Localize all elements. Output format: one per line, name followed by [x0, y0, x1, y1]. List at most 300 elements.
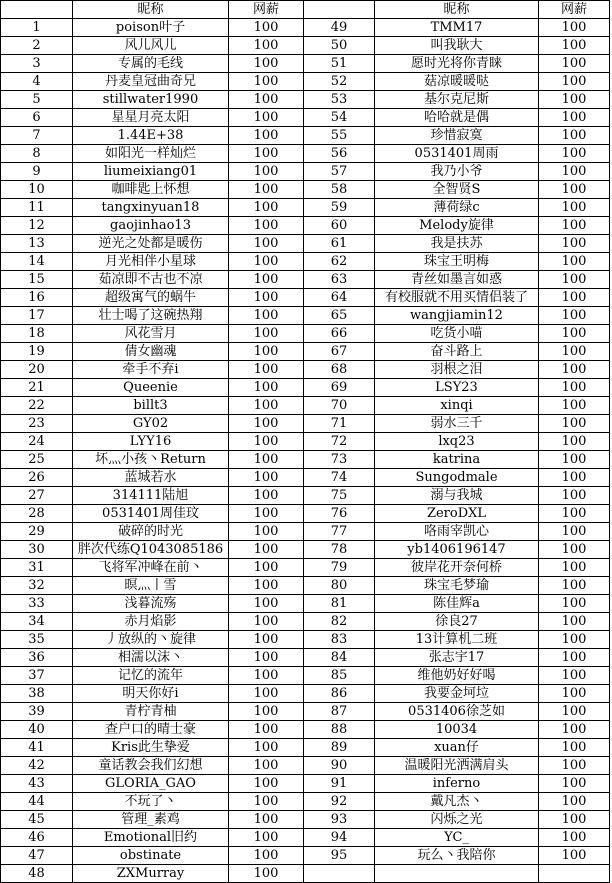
pay-cell: 100 [229, 271, 304, 289]
nickname-cell: 壮士喝了这碗热翔 [73, 307, 229, 325]
pay-cell: 100 [229, 631, 304, 649]
pay-cell: 100 [539, 829, 610, 847]
nickname-cell: obstinate [73, 847, 229, 865]
nickname-cell: 赤月焰影 [73, 613, 229, 631]
nickname-cell: 我是扶苏 [375, 235, 539, 253]
nickname-cell: xinqi [375, 397, 539, 415]
pay-cell: 100 [539, 757, 610, 775]
table-row [1, 361, 610, 379]
nickname-cell: billt3 [73, 397, 229, 415]
nickname-cell: 彼岸花开奈何桥 [375, 559, 539, 577]
row-number: 13 [1, 235, 73, 253]
table-row [1, 343, 610, 361]
pay-cell: 100 [539, 703, 610, 721]
row-number: 47 [1, 847, 73, 865]
nickname-cell: 戴凡杰丶 [375, 793, 539, 811]
row-number: 62 [304, 253, 375, 271]
pay-cell: 100 [539, 613, 610, 631]
nickname-cell: 如阳光一样灿烂 [73, 145, 229, 163]
nickname-cell: 弱水三千 [375, 415, 539, 433]
table-row [1, 811, 610, 829]
pay-cell: 100 [539, 595, 610, 613]
table-row [1, 613, 610, 631]
row-number: 31 [1, 559, 73, 577]
row-number: 53 [304, 91, 375, 109]
row-number: 70 [304, 397, 375, 415]
pay-cell: 100 [229, 829, 304, 847]
pay-cell: 100 [229, 163, 304, 181]
row-number: 8 [1, 145, 73, 163]
nickname-cell: 13计算机二班 [375, 631, 539, 649]
table-row [1, 433, 610, 451]
row-number: 22 [1, 397, 73, 415]
row-number: 6 [1, 109, 73, 127]
pay-cell: 100 [539, 127, 610, 145]
nickname-cell [375, 865, 539, 883]
row-number: 4 [1, 73, 73, 91]
table-row [1, 127, 610, 145]
table-row [1, 145, 610, 163]
pay-cell: 100 [229, 739, 304, 757]
pay-cell: 100 [229, 721, 304, 739]
nickname-cell: 有校服就不用买情侣装了 [375, 289, 539, 307]
nickname-cell: GLORIA_GAO [73, 775, 229, 793]
nickname-cell: 逆光之处都是暖伤 [73, 235, 229, 253]
table-row [1, 523, 610, 541]
pay-cell: 100 [229, 595, 304, 613]
nickname-cell: 徐良27 [375, 613, 539, 631]
pay-cell: 100 [229, 865, 304, 883]
pay-cell: 100 [539, 271, 610, 289]
pay-cell: 100 [229, 613, 304, 631]
row-number: 44 [1, 793, 73, 811]
table-row [1, 829, 610, 847]
pay-cell: 100 [539, 307, 610, 325]
table-row [1, 451, 610, 469]
table-row [1, 307, 610, 325]
row-number: 2 [1, 37, 73, 55]
row-number: 85 [304, 667, 375, 685]
row-number: 14 [1, 253, 73, 271]
nickname-cell: 明天你好i [73, 685, 229, 703]
pay-cell: 100 [539, 199, 610, 217]
pay-cell: 100 [539, 55, 610, 73]
nickname-cell: 飞将军冲峰在前丶 [73, 559, 229, 577]
nickname-cell: 我乃小爷 [375, 163, 539, 181]
nickname-cell: 闪烁之光 [375, 811, 539, 829]
nickname-cell: stillwater1990 [73, 91, 229, 109]
pay-cell: 100 [539, 289, 610, 307]
table-row [1, 271, 610, 289]
pay-cell: 100 [229, 145, 304, 163]
row-number: 39 [1, 703, 73, 721]
nickname-cell: Kris此生挚爱 [73, 739, 229, 757]
nickname-cell: 愿时光将你青睐 [375, 55, 539, 73]
pay-cell: 100 [229, 811, 304, 829]
nickname-cell: 相濡以沫丶 [73, 649, 229, 667]
pay-cell: 100 [229, 343, 304, 361]
table-row [1, 703, 610, 721]
nickname-cell: tangxinyuan18 [73, 199, 229, 217]
pay-cell: 100 [229, 109, 304, 127]
nickname-cell: 10034 [375, 721, 539, 739]
nickname-cell: 珠宝毛梦瑜 [375, 577, 539, 595]
pay-cell: 100 [539, 559, 610, 577]
nickname-cell: 倩女幽魂 [73, 343, 229, 361]
nickname-cell: ZXMurray [73, 865, 229, 883]
row-number: 94 [304, 829, 375, 847]
row-number: 24 [1, 433, 73, 451]
row-number: 58 [304, 181, 375, 199]
nickname-cell: 薄荷绿c [375, 199, 539, 217]
table-row [1, 55, 610, 73]
pay-cell: 100 [539, 577, 610, 595]
nickname-cell: 珍惜寂寞 [375, 127, 539, 145]
row-number: 93 [304, 811, 375, 829]
nickname-cell: 维他奶好好喝 [375, 667, 539, 685]
row-number: 72 [304, 433, 375, 451]
pay-cell: 100 [229, 217, 304, 235]
row-number: 19 [1, 343, 73, 361]
table-row [1, 91, 610, 109]
header-index-left [1, 1, 73, 19]
row-number: 75 [304, 487, 375, 505]
pay-cell: 100 [229, 847, 304, 865]
pay-cell: 100 [539, 811, 610, 829]
row-number: 71 [304, 415, 375, 433]
row-number: 40 [1, 721, 73, 739]
nickname-cell: 奋斗路上 [375, 343, 539, 361]
row-number: 11 [1, 199, 73, 217]
nickname-cell: lxq23 [375, 433, 539, 451]
row-number: 74 [304, 469, 375, 487]
pay-cell: 100 [539, 667, 610, 685]
nickname-cell: 暝灬丨雪 [73, 577, 229, 595]
table-row [1, 181, 610, 199]
row-number: 89 [304, 739, 375, 757]
table-row [1, 631, 610, 649]
row-number: 68 [304, 361, 375, 379]
row-number: 51 [304, 55, 375, 73]
nickname-cell: Emotional旧约 [73, 829, 229, 847]
nickname-cell: gaojinhao13 [73, 217, 229, 235]
pay-cell: 100 [229, 541, 304, 559]
table-row [1, 595, 610, 613]
table-row [1, 73, 610, 91]
table-row [1, 739, 610, 757]
header-pay-right: 网薪 [539, 1, 610, 19]
table-row [1, 19, 610, 37]
row-number: 57 [304, 163, 375, 181]
nickname-cell: GY02 [73, 415, 229, 433]
nickname-cell: 咖啡匙上怀想 [73, 181, 229, 199]
row-number: 17 [1, 307, 73, 325]
nickname-cell: 不玩了丶 [73, 793, 229, 811]
row-number: 77 [304, 523, 375, 541]
pay-cell: 100 [229, 379, 304, 397]
row-number: 30 [1, 541, 73, 559]
nickname-cell: xuan仔 [375, 739, 539, 757]
row-number: 15 [1, 271, 73, 289]
pay-cell: 100 [229, 757, 304, 775]
nickname-cell: 浅暮流殇 [73, 595, 229, 613]
nickname-cell: 哈哈就是偶 [375, 109, 539, 127]
row-number: 43 [1, 775, 73, 793]
pay-cell: 100 [229, 523, 304, 541]
row-number: 60 [304, 217, 375, 235]
nickname-cell: LYY16 [73, 433, 229, 451]
pay-cell: 100 [229, 235, 304, 253]
pay-cell: 100 [539, 775, 610, 793]
nickname-cell: 丹麦皇冠曲奇兄 [73, 73, 229, 91]
row-number: 52 [304, 73, 375, 91]
table-row [1, 217, 610, 235]
nickname-cell: Melody旋律 [375, 217, 539, 235]
row-number: 16 [1, 289, 73, 307]
nickname-cell: 星星月亮太阳 [73, 109, 229, 127]
pay-cell: 100 [229, 559, 304, 577]
row-number: 79 [304, 559, 375, 577]
row-number: 33 [1, 595, 73, 613]
nickname-cell: 珠宝王明梅 [375, 253, 539, 271]
row-number: 21 [1, 379, 73, 397]
nickname-cell: 温暖阳光洒满肩头 [375, 757, 539, 775]
pay-cell: 100 [229, 451, 304, 469]
nickname-cell: 张志宇17 [375, 649, 539, 667]
row-number: 7 [1, 127, 73, 145]
nickname-cell: 青柠青柚 [73, 703, 229, 721]
pay-cell: 100 [229, 289, 304, 307]
nickname-cell: 牵手不弃i [73, 361, 229, 379]
table-row [1, 505, 610, 523]
pay-cell: 100 [539, 91, 610, 109]
row-number: 29 [1, 523, 73, 541]
row-number: 50 [304, 37, 375, 55]
table-row [1, 541, 610, 559]
pay-cell: 100 [539, 631, 610, 649]
row-number: 5 [1, 91, 73, 109]
nickname-cell: 陈佳辉a [375, 595, 539, 613]
nickname-cell: 超级寓气的蜗牛 [73, 289, 229, 307]
row-number [304, 865, 375, 883]
pay-cell: 100 [539, 235, 610, 253]
nickname-cell: 羽根之泪 [375, 361, 539, 379]
nickname-cell: TMM17 [375, 19, 539, 37]
nickname-cell: 溺与我城 [375, 487, 539, 505]
nickname-cell: 风儿风儿 [73, 37, 229, 55]
row-number: 56 [304, 145, 375, 163]
header-pay-left: 网薪 [229, 1, 304, 19]
table-row [1, 793, 610, 811]
nickname-cell: 0531406徐芝如 [375, 703, 539, 721]
row-number: 48 [1, 865, 73, 883]
table-row [1, 37, 610, 55]
table-row [1, 721, 610, 739]
pay-cell: 100 [539, 379, 610, 397]
table-row [1, 577, 610, 595]
header-nickname-right: 昵称 [375, 1, 539, 19]
pay-cell: 100 [229, 325, 304, 343]
nickname-cell: 叫我耿大 [375, 37, 539, 55]
row-number: 10 [1, 181, 73, 199]
nickname-cell: 专属的毛线 [73, 55, 229, 73]
row-number: 81 [304, 595, 375, 613]
row-number: 80 [304, 577, 375, 595]
nickname-cell: 314111陆旭 [73, 487, 229, 505]
row-number: 82 [304, 613, 375, 631]
table-row [1, 415, 610, 433]
row-number: 69 [304, 379, 375, 397]
row-number: 67 [304, 343, 375, 361]
row-number: 46 [1, 829, 73, 847]
row-number: 36 [1, 649, 73, 667]
table-row [1, 289, 610, 307]
table-row [1, 109, 610, 127]
pay-cell: 100 [229, 703, 304, 721]
nickname-cell: 月光相伴小星球 [73, 253, 229, 271]
nickname-cell: wangjiamin12 [375, 307, 539, 325]
nickname-cell: 菇凉暖暖哒 [375, 73, 539, 91]
nickname-cell: 玩么丶我陪你 [375, 847, 539, 865]
pay-cell: 100 [229, 253, 304, 271]
nickname-cell: Sungodmale [375, 469, 539, 487]
nickname-cell: inferno [375, 775, 539, 793]
row-number: 34 [1, 613, 73, 631]
nickname-cell: 0531401周雨 [375, 145, 539, 163]
row-number: 23 [1, 415, 73, 433]
row-number: 78 [304, 541, 375, 559]
table-row [1, 559, 610, 577]
nickname-cell: ZeroDXL [375, 505, 539, 523]
row-number: 1 [1, 19, 73, 37]
row-number: 73 [304, 451, 375, 469]
pay-cell: 100 [539, 433, 610, 451]
row-number: 9 [1, 163, 73, 181]
nickname-cell: YC_ [375, 829, 539, 847]
row-number: 28 [1, 505, 73, 523]
pay-cell: 100 [229, 73, 304, 91]
nickname-cell: 基尔克尼斯 [375, 91, 539, 109]
nickname-cell: 咯雨宰凯心 [375, 523, 539, 541]
row-number: 3 [1, 55, 73, 73]
row-number: 63 [304, 271, 375, 289]
table-row [1, 649, 610, 667]
table-row [1, 253, 610, 271]
pay-cell: 100 [229, 667, 304, 685]
header-nickname-left: 昵称 [73, 1, 229, 19]
row-number: 26 [1, 469, 73, 487]
table-row [1, 379, 610, 397]
row-number: 27 [1, 487, 73, 505]
row-number: 65 [304, 307, 375, 325]
table-row [1, 199, 610, 217]
table-row [1, 397, 610, 415]
pay-cell: 100 [229, 37, 304, 55]
nickname-cell: LSY23 [375, 379, 539, 397]
table-row [1, 487, 610, 505]
pay-cell: 100 [539, 793, 610, 811]
pay-cell: 100 [539, 19, 610, 37]
pay-cell: 100 [539, 145, 610, 163]
row-number: 49 [304, 19, 375, 37]
nickname-cell: 青丝如墨言如惑 [375, 271, 539, 289]
pay-cell: 100 [539, 541, 610, 559]
nickname-cell: 0531401周佳玟 [73, 505, 229, 523]
pay-cell: 100 [229, 397, 304, 415]
pay-cell: 100 [229, 55, 304, 73]
table-row [1, 469, 610, 487]
pay-cell: 100 [229, 415, 304, 433]
pay-cell [539, 865, 610, 883]
row-number: 32 [1, 577, 73, 595]
row-number: 76 [304, 505, 375, 523]
row-number: 90 [304, 757, 375, 775]
pay-cell: 100 [539, 721, 610, 739]
nickname-cell: 胖次代练Q1043085186 [73, 541, 229, 559]
row-number: 59 [304, 199, 375, 217]
row-number: 42 [1, 757, 73, 775]
pay-cell: 100 [229, 199, 304, 217]
pay-cell: 100 [229, 775, 304, 793]
nickname-cell: yb1406196147 [375, 541, 539, 559]
nickname-cell: 丿放纵的丶旋律 [73, 631, 229, 649]
pay-cell: 100 [539, 415, 610, 433]
pay-cell: 100 [539, 181, 610, 199]
row-number: 38 [1, 685, 73, 703]
row-number: 12 [1, 217, 73, 235]
pay-cell: 100 [539, 253, 610, 271]
nickname-cell: 记忆的流年 [73, 667, 229, 685]
pay-cell: 100 [229, 91, 304, 109]
nickname-cell: katrina [375, 451, 539, 469]
row-number: 91 [304, 775, 375, 793]
pay-cell: 100 [539, 73, 610, 91]
pay-cell: 100 [229, 361, 304, 379]
pay-cell: 100 [229, 127, 304, 145]
pay-cell: 100 [539, 325, 610, 343]
table-row [1, 685, 610, 703]
nickname-cell: 童话教会我们幻想 [73, 757, 229, 775]
pay-cell: 100 [229, 793, 304, 811]
nickname-cell: 坏灬小孩丶Return [73, 451, 229, 469]
table-row [1, 775, 610, 793]
pay-cell: 100 [539, 523, 610, 541]
row-number: 18 [1, 325, 73, 343]
nickname-cell: 风花雪月 [73, 325, 229, 343]
nickname-cell: 破碎的时光 [73, 523, 229, 541]
pay-cell: 100 [539, 469, 610, 487]
pay-cell: 100 [229, 433, 304, 451]
pay-cell: 100 [229, 649, 304, 667]
pay-cell: 100 [539, 685, 610, 703]
row-number: 41 [1, 739, 73, 757]
row-number: 88 [304, 721, 375, 739]
pay-cell: 100 [229, 19, 304, 37]
row-number: 87 [304, 703, 375, 721]
table-row [1, 667, 610, 685]
nickname-cell: 蓝城若水 [73, 469, 229, 487]
row-number: 64 [304, 289, 375, 307]
pay-cell: 100 [539, 451, 610, 469]
row-number: 83 [304, 631, 375, 649]
row-number: 25 [1, 451, 73, 469]
table-row [1, 163, 610, 181]
pay-cell: 100 [539, 361, 610, 379]
row-number: 66 [304, 325, 375, 343]
pay-cell: 100 [229, 181, 304, 199]
pay-cell: 100 [539, 163, 610, 181]
row-number: 95 [304, 847, 375, 865]
